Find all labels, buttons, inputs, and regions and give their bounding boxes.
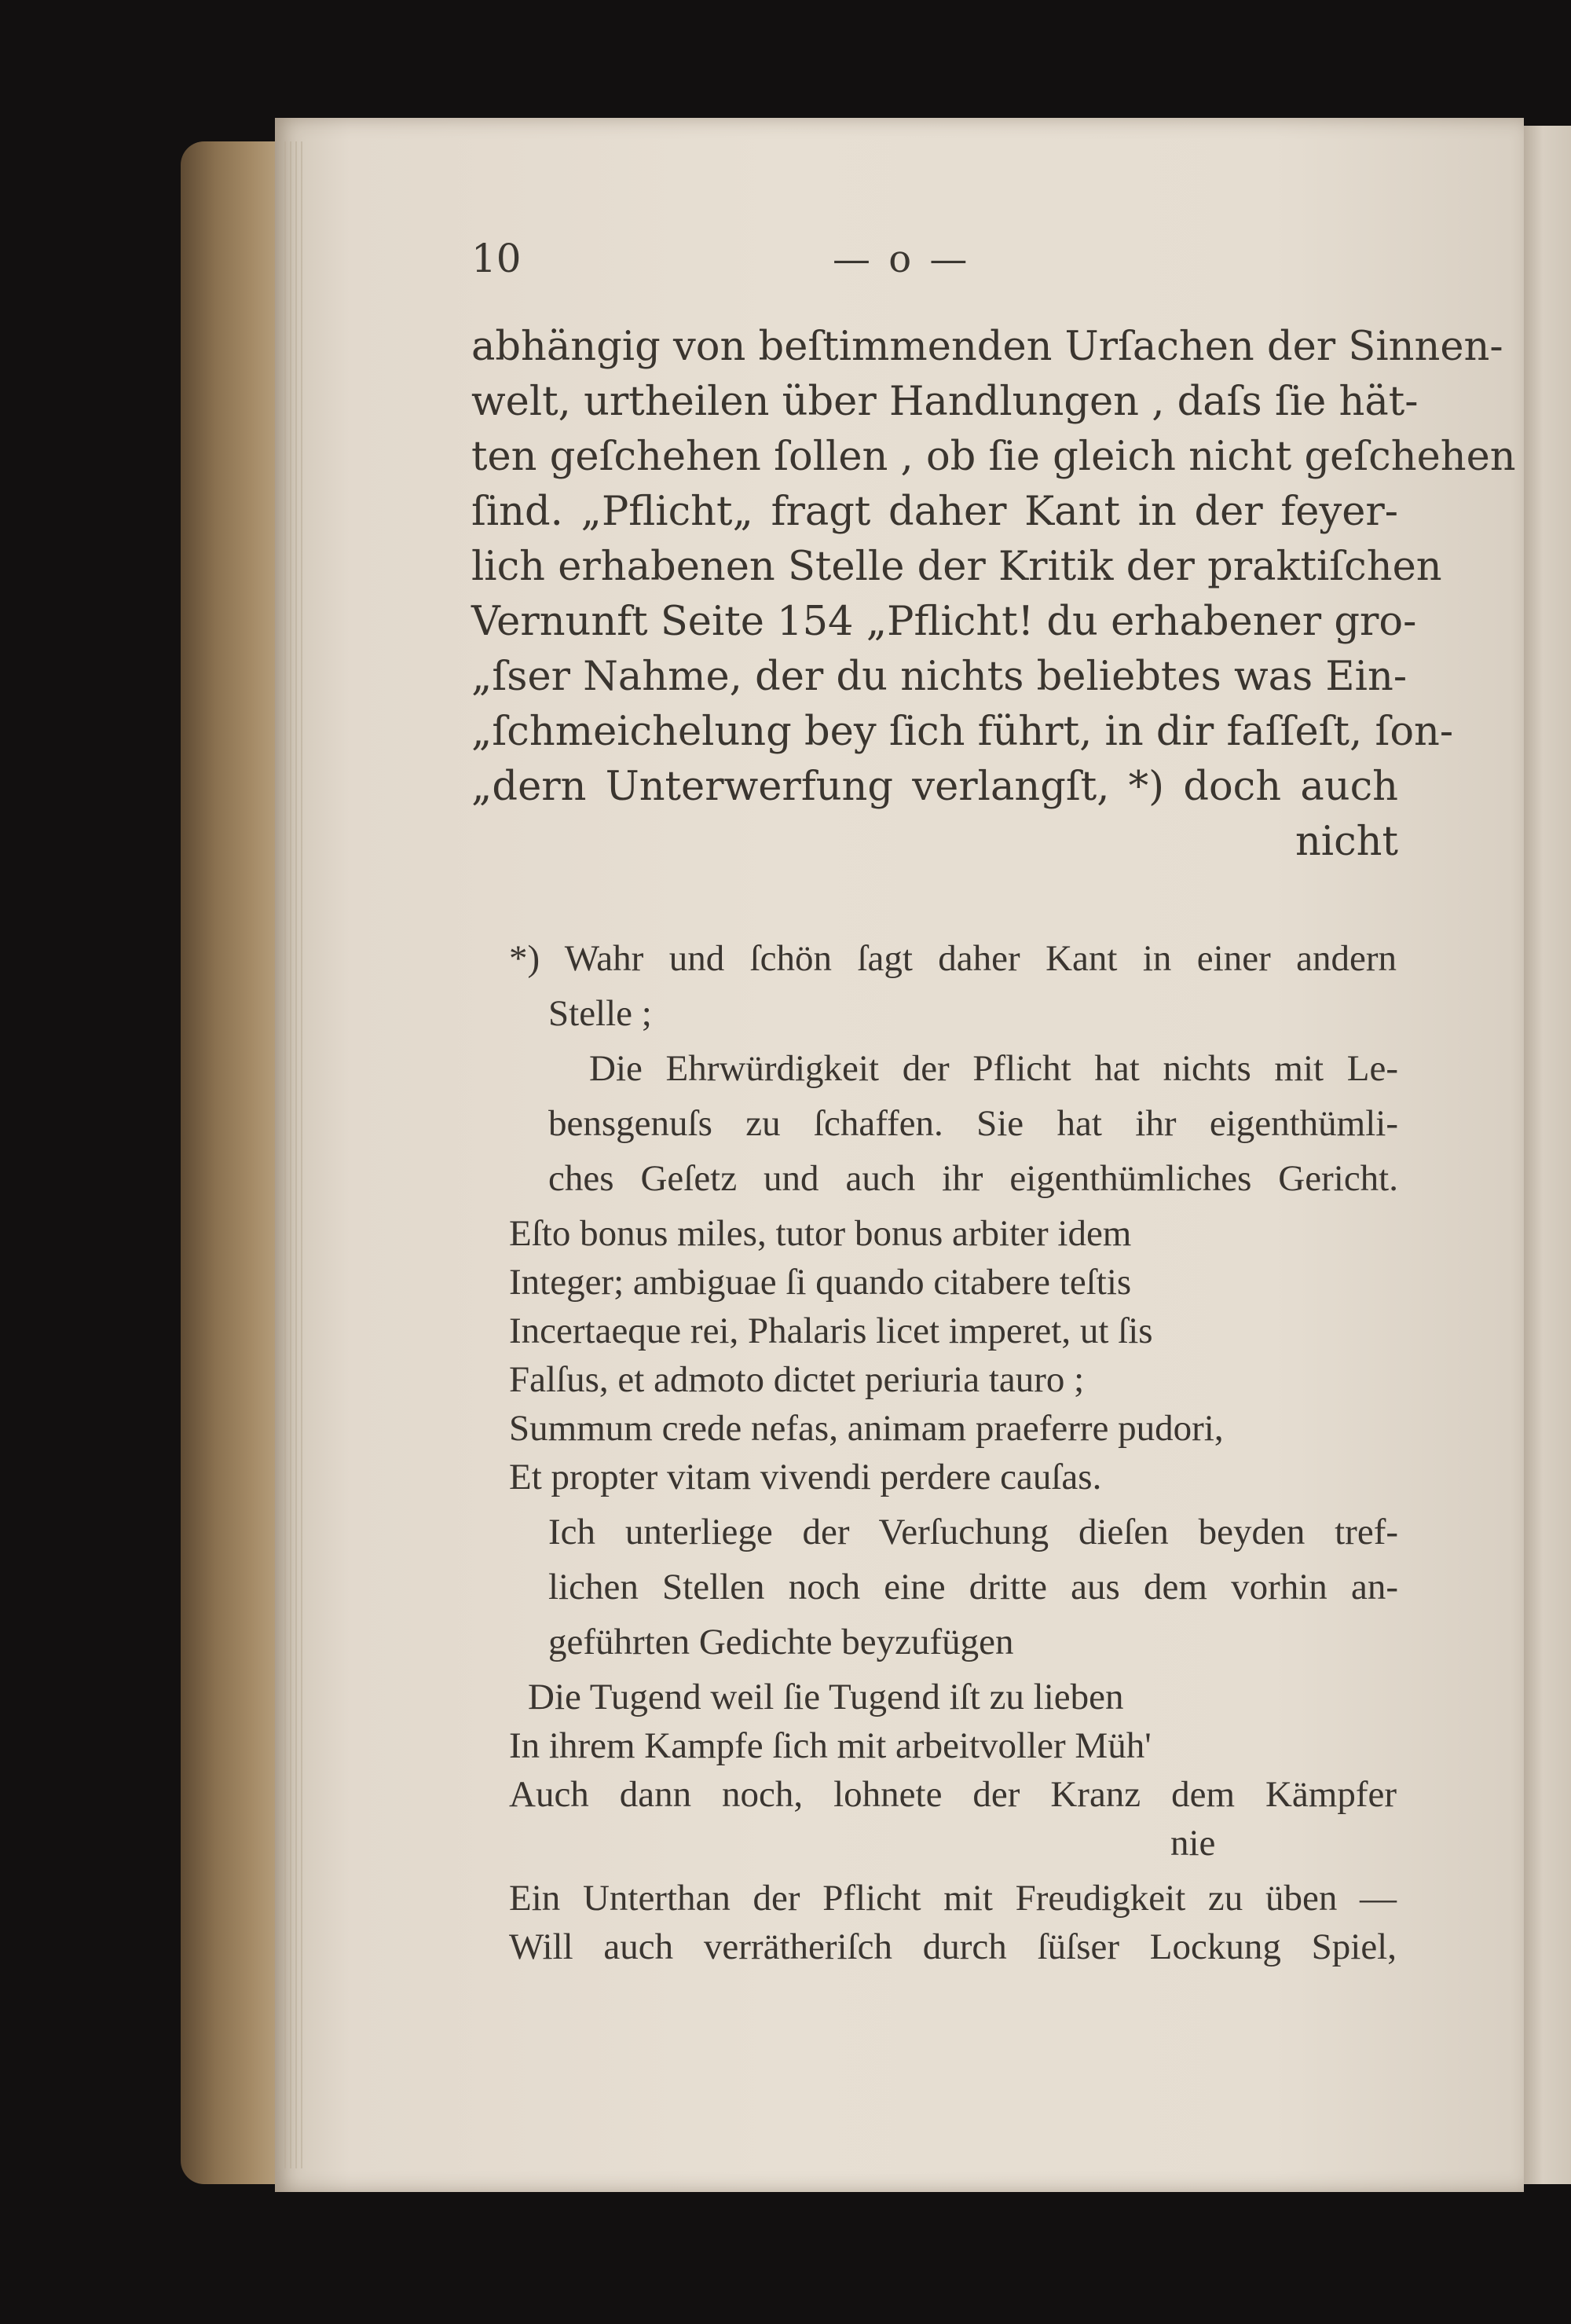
page-gutter-lines: [279, 141, 302, 2168]
verse-line: Integer; ambiguae ſi quando citabere teſtis: [509, 1262, 1132, 1303]
body-line: Vernunft Seite 154 „Pflicht! du erhabener gro-: [471, 599, 1417, 645]
page-number: 10: [471, 236, 522, 281]
header-ornament: — o —: [833, 237, 971, 281]
footnote-line: *) Wahr und ſchön ſagt daher Kant in einer andern: [509, 938, 1397, 979]
body-line: „ſchmeichelung bey ſich führt, in dir faſſeſt, ſon-: [471, 709, 1454, 755]
verse-line: Eſto bonus miles, tutor bonus arbiter idem: [509, 1213, 1132, 1254]
verse-line: Falſus, et admoto dictet periuria tauro ;: [509, 1359, 1085, 1400]
footnote-line: geführten Gedichte beyzufügen: [548, 1622, 1014, 1662]
verse-line: In ihrem Kampfe ſich mit arbeitvoller Müh': [509, 1725, 1152, 1766]
body-line: „dern Unterwerfung verlangſt, *) doch auch: [471, 764, 1398, 810]
footnote-line: bensgenuſs zu ſchaffen. Sie hat ihr eigenthümli-: [548, 1103, 1398, 1144]
verse-line: Summum crede nefas, animam praeferre pudori,: [509, 1408, 1224, 1449]
body-line: abhängig von beſtimmenden Urſachen der Sinnen-: [471, 324, 1503, 370]
verse-line: Die Tugend weil ſie Tugend iſt zu lieben: [528, 1677, 1124, 1717]
body-line: ten geſchehen ſollen , ob ſie gleich nicht geſchehen: [471, 434, 1516, 480]
facing-page-edge: [1524, 126, 1571, 2184]
footnote-line: Stelle ;: [548, 993, 652, 1034]
catchword: nicht: [1295, 819, 1398, 865]
footnote-line: ches Geſetz und auch ihr eigenthümliches Gericht.: [548, 1158, 1398, 1199]
body-line: „ſser Nahme, der du nichts beliebtes was Ein-: [471, 654, 1408, 700]
body-line: welt, urtheilen über Handlungen , daſs ſie hät-: [471, 379, 1419, 425]
verse-line: Incertaeque rei, Phalaris licet imperet, ut ſis: [509, 1310, 1153, 1351]
footnote-line: lichen Stellen noch eine dritte aus dem vorhin an-: [548, 1567, 1398, 1607]
body-line: lich erhabenen Stelle der Kritik der praktiſchen: [471, 544, 1442, 590]
verse-line: Et propter vitam vivendi perdere cauſas.: [509, 1457, 1102, 1497]
verse-line: Will auch verrätheriſch durch ſüſser Lockung Spiel,: [509, 1926, 1397, 1967]
verse-line: nie: [1170, 1823, 1216, 1864]
footnote-line: Ich unterliege der Verſuchung dieſen beyden tref-: [548, 1512, 1398, 1552]
verse-line: Auch dann noch, lohnete der Kranz dem Kämpfer: [509, 1774, 1397, 1815]
body-line: ſind. „Pflicht„ fragt daher Kant in der feyer-: [471, 489, 1398, 535]
verse-line: Ein Unterthan der Pflicht mit Freudigkeit zu üben —: [509, 1878, 1397, 1919]
footnote-line: Die Ehrwürdigkeit der Pflicht hat nichts mit Le-: [589, 1048, 1398, 1089]
